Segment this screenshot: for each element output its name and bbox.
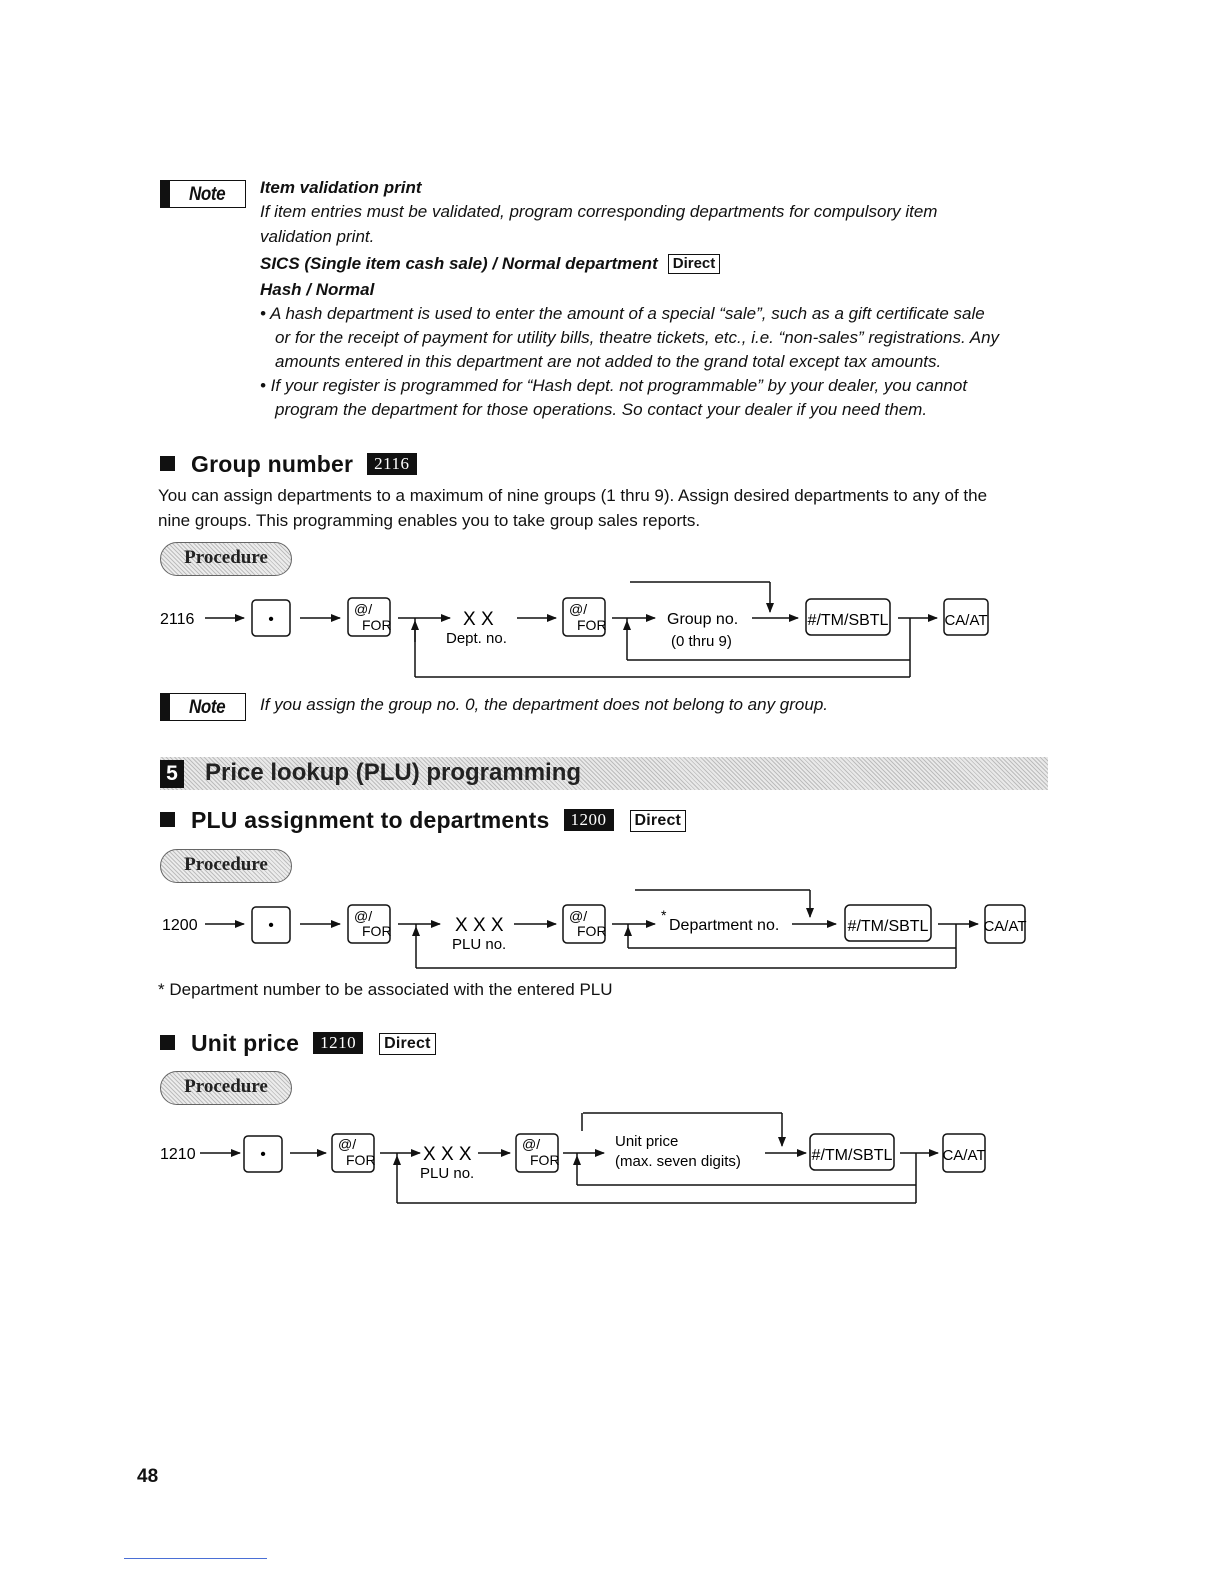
procedure-badge (160, 1071, 292, 1105)
dept-no-label: Department no. (669, 917, 780, 934)
procedure-badge (160, 849, 292, 883)
section-title: Price lookup (PLU) programming (205, 759, 582, 786)
note-badge (160, 180, 246, 208)
square-bullet-icon (160, 1035, 175, 1050)
sics-heading (260, 254, 720, 274)
plu-title: PLU assignment to departments (191, 807, 550, 833)
at-key-label: @/ (522, 1136, 541, 1152)
job-code-badge: 1200 (564, 809, 614, 831)
direct-badge: Direct (630, 810, 687, 832)
note-title: Item validation print (260, 178, 422, 197)
note-label: Note (189, 697, 226, 718)
hash-heading: Hash / Normal (260, 280, 375, 299)
diagram-code: 2116 (160, 611, 195, 628)
diagram-code: 1210 (160, 1146, 196, 1163)
group-no-label: Group no. (667, 611, 739, 628)
unit-heading (160, 1030, 436, 1057)
group-heading (160, 451, 417, 478)
square-bullet-icon (160, 456, 175, 471)
procedure-label: Procedure (184, 854, 268, 875)
body-text-line: nine groups. This programming enables you to take group sales reports. (158, 511, 701, 530)
plu-no-label: PLU no. (420, 1165, 475, 1182)
sbtl-key-label: #/TM/SBTL (807, 612, 889, 629)
procedure-label: Procedure (184, 547, 268, 568)
section-number: 5 (160, 760, 184, 788)
digits-label: (max. seven digits) (615, 1153, 741, 1170)
note-text-line: If item entries must be validated, program corresponding departments for compulsory item (260, 202, 938, 221)
xxx-placeholder: X X X (455, 915, 504, 936)
unit-procedure-diagram (0, 1105, 1224, 1215)
range-label: (0 thru 9) (671, 633, 732, 650)
plu-heading (160, 807, 686, 834)
for-key-label: FOR (362, 617, 392, 633)
plu-no-label: PLU no. (452, 936, 507, 953)
xxx-placeholder: X X X (423, 1144, 472, 1165)
dept-no-label: Dept. no. (446, 630, 507, 647)
asterisk-mark: * (661, 907, 667, 923)
bullet-line: • If your register is programmed for “Hash dept. not programmable” by your dealer, you cannot (260, 376, 968, 395)
group-title: Group number (191, 451, 354, 477)
at-key-label: @/ (354, 601, 373, 617)
for-key-label: FOR (530, 1152, 560, 1168)
sbtl-key-label: #/TM/SBTL (847, 918, 929, 935)
bullet-line: or for the receipt of payment for utility bills, theatre tickets, etc., i.e. “non-sales” registrations. Any (275, 328, 1000, 347)
direct-badge: Direct (668, 254, 721, 274)
caat-key-label: CA/AT (983, 918, 1027, 935)
note-badge (160, 693, 246, 721)
unit-price-label: Unit price (615, 1133, 679, 1150)
caat-key-label: CA/AT (944, 612, 988, 629)
bullet-line: amounts entered in this department are not added to the grand total except tax amounts. (275, 352, 942, 371)
direct-badge: Direct (379, 1033, 436, 1055)
bullet-line: program the department for those operations. So contact your dealer if you need them. (275, 400, 928, 419)
for-key-label: FOR (362, 923, 392, 939)
dot-key-icon: • (268, 611, 274, 628)
procedure-label: Procedure (184, 1076, 268, 1097)
sics-title: SICS (Single item cash sale) / Normal department (260, 254, 658, 273)
group-procedure-diagram (0, 570, 1224, 700)
xx-placeholder: X X (463, 609, 494, 630)
job-code-badge: 2116 (367, 453, 416, 475)
sbtl-key-label: #/TM/SBTL (811, 1147, 893, 1164)
note-text-line: If you assign the group no. 0, the department does not belong to any group. (260, 695, 829, 714)
dot-key-icon: • (268, 917, 274, 934)
footer-rule (124, 1558, 267, 1559)
at-key-label: @/ (569, 908, 588, 924)
unit-title: Unit price (191, 1030, 300, 1056)
note-text-line: validation print. (260, 227, 375, 246)
job-code-badge: 1210 (313, 1032, 363, 1054)
plu-procedure-diagram (0, 880, 1224, 980)
at-key-label: @/ (338, 1136, 357, 1152)
square-bullet-icon (160, 812, 175, 827)
at-key-label: @/ (569, 601, 588, 617)
bullet-line: • A hash department is used to enter the amount of a special “sale”, such as a gift certificate sale (260, 304, 985, 323)
footnote: * Department number to be associated with the entered PLU (158, 980, 613, 999)
for-key-label: FOR (577, 617, 607, 633)
note-label: Note (189, 184, 226, 205)
diagram-code: 1200 (162, 917, 198, 934)
at-key-label: @/ (354, 908, 373, 924)
for-key-label: FOR (346, 1152, 376, 1168)
caat-key-label: CA/AT (942, 1147, 986, 1164)
for-key-label: FOR (577, 923, 607, 939)
body-text-line: You can assign departments to a maximum of nine groups (1 thru 9). Assign desired departments to any of the (158, 486, 988, 505)
dot-key-icon: • (260, 1146, 266, 1163)
page-number: 48 (137, 1466, 159, 1487)
